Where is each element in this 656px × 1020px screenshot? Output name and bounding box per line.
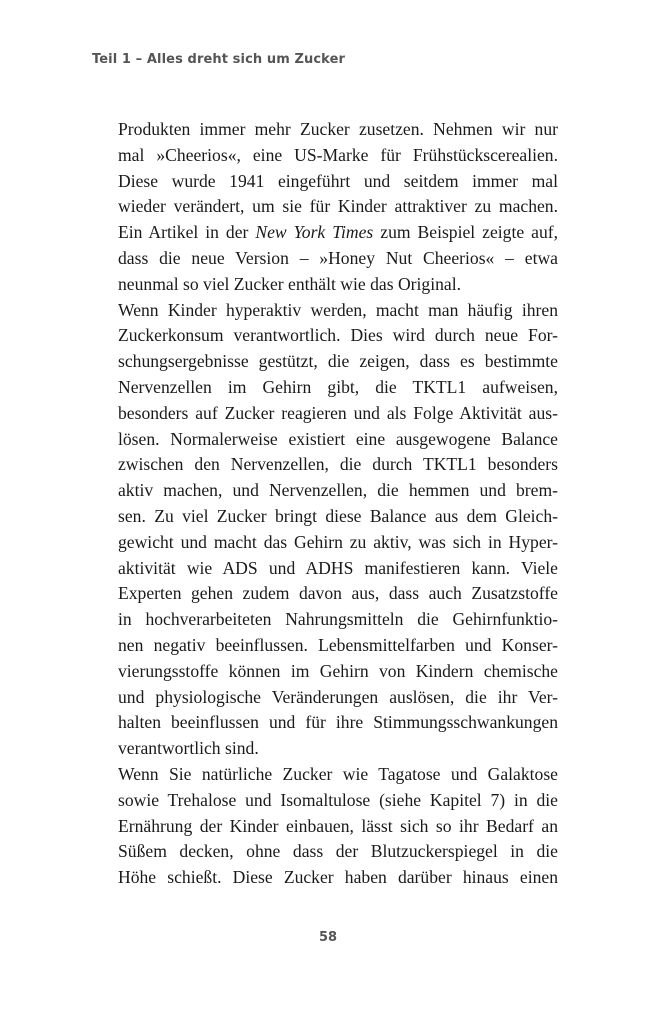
text-line: mal »Cheerios«, eine US-Marke für Frühstückscerealien. bbox=[118, 144, 558, 165]
text-line: aktiv machen, und Nervenzellen, die hemmen und brem- bbox=[118, 480, 558, 501]
paragraph-3 bbox=[118, 762, 558, 891]
text-line: dass die neue Version – »Honey Nut Cheerios« – etwa bbox=[118, 247, 558, 268]
text-line: und physiologische Veränderungen auslösen, die ihr Ver- bbox=[118, 686, 558, 707]
text-line: in hochverarbeiteten Nahrungsmitteln die Gehirnfunktio- bbox=[118, 609, 558, 630]
running-header: Teil 1 – Alles dreht sich um Zucker bbox=[92, 52, 345, 67]
text-line: Wenn Sie natürliche Zucker wie Tagatose und Galaktose bbox=[118, 763, 558, 784]
body-text bbox=[118, 117, 558, 891]
text-line: Höhe schießt. Diese Zucker haben darüber hinaus einen bbox=[118, 867, 558, 888]
text-line: lösen. Normalerweise existiert eine ausgewogene Balance bbox=[118, 428, 558, 449]
text-line: vierungsstoffe können im Gehirn von Kindern chemische bbox=[118, 660, 558, 681]
publication-title: New York Times bbox=[255, 222, 374, 243]
text-line: schungsergebnisse gestützt, die zeigen, dass es bestimmte bbox=[118, 351, 558, 372]
text-line: Diese wurde 1941 eingeführt und seitdem immer mal bbox=[118, 170, 558, 191]
paragraph-1 bbox=[118, 117, 558, 298]
text-line: Experten gehen zudem davon aus, dass auch Zusatzstoffe bbox=[118, 583, 558, 604]
text-line: wieder verändert, um sie für Kinder attraktiver zu machen. bbox=[118, 196, 558, 217]
text-line: neunmal so viel Zucker enthält wie das Original. bbox=[118, 273, 461, 294]
text-line: verantwortlich sind. bbox=[118, 738, 259, 759]
text-line: Zuckerkonsum verantwortlich. Dies wird durch neue For- bbox=[118, 325, 558, 346]
text-line: aktivität wie ADS und ADHS manifestieren kann. Viele bbox=[118, 557, 558, 578]
text-line: gewicht und macht das Gehirn zu aktiv, was sich in Hyper- bbox=[118, 531, 558, 552]
text-line: halten beeinflussen und für ihre Stimmungsschwankungen bbox=[118, 712, 558, 733]
page-number: 58 bbox=[318, 930, 338, 945]
text-line: besonders auf Zucker reagieren und als Folge Aktivität aus- bbox=[118, 402, 558, 423]
paragraph-2 bbox=[118, 298, 558, 762]
text-line: Wenn Kinder hyperaktiv werden, macht man häufig ihren bbox=[118, 299, 558, 320]
text-line bbox=[118, 220, 558, 246]
text-line: Süßem decken, ohne dass der Blutzuckerspiegel in die bbox=[118, 841, 558, 862]
text-segment: zum Beispiel zeigte auf, bbox=[373, 222, 558, 243]
text-line: sen. Zu viel Zucker bringt diese Balance aus dem Gleich- bbox=[118, 505, 558, 526]
text-line: Produkten immer mehr Zucker zusetzen. Nehmen wir nur bbox=[118, 119, 558, 139]
text-line: zwischen den Nervenzellen, die durch TKTL1 besonders bbox=[118, 454, 558, 475]
text-segment: Ein Artikel in der bbox=[118, 222, 256, 243]
text-line: Ernährung der Kinder einbauen, lässt sich so ihr Bedarf an bbox=[118, 815, 558, 836]
text-line: Nervenzellen im Gehirn gibt, die TKTL1 aufweisen, bbox=[118, 376, 558, 397]
text-line: nen negativ beeinflussen. Lebensmittelfarben und Konser- bbox=[118, 634, 558, 655]
text-line: sowie Trehalose und Isomaltulose (siehe Kapitel 7) in die bbox=[118, 789, 558, 810]
